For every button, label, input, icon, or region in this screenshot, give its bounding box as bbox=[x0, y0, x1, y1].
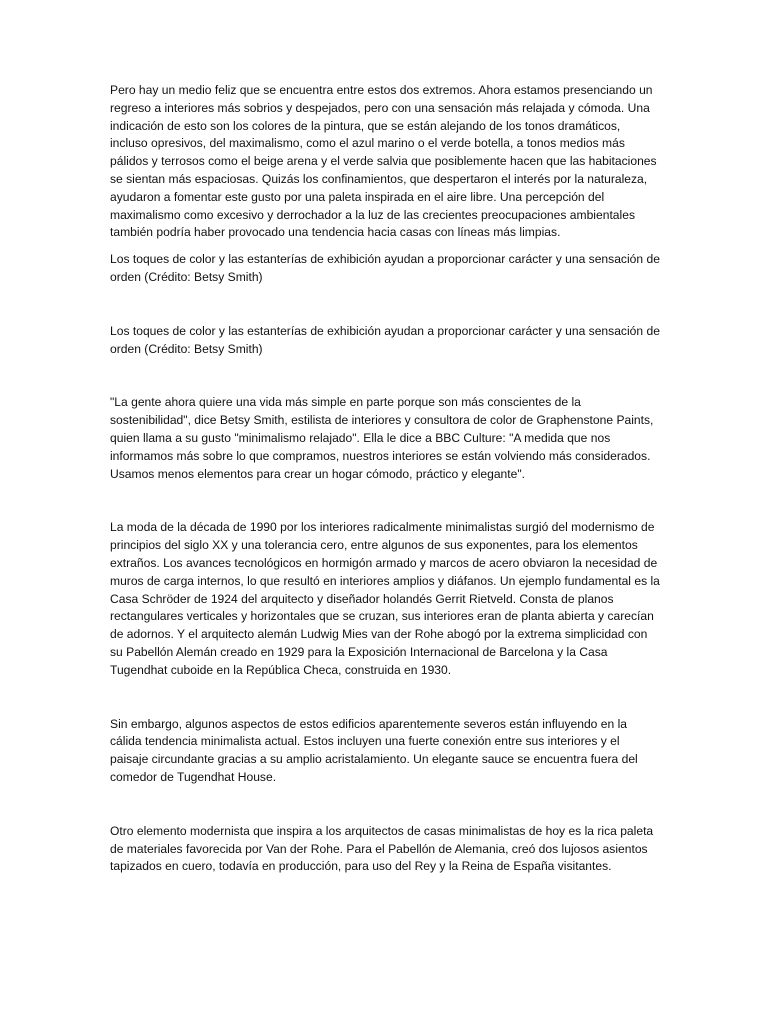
body-paragraph: La moda de la década de 1990 por los interiores radicalmente minimalistas surgió del modernismo de principios del siglo XX y una tolerancia cero, entre algunos de sus exponentes, para los elementos extraños. Los avances tecnológicos en hormigón armado y marcos de acero obviaron la necesidad de muros de carga internos, lo que resultó en interiores amplios y diáfanos. Un ejemplo fundamental es la Casa Schröder de 1924 del arquitecto y diseñador holandés Gerrit Rietveld. Consta de planos rectangulares verticales y horizontales que se cruzan, sus interiores eran de planta abierta y carecían de adornos. Y el arquitecto alemán Ludwig Mies van der Rohe abogó por la extrema simplicidad con su Pabellón Alemán creado en 1929 para la Exposición Internacional de Barcelona y la Casa Tugendhat cuboide en la República Checa, construida en 1930. bbox=[110, 520, 660, 677]
body-paragraph: Pero hay un medio feliz que se encuentra entre estos dos extremos. Ahora estamos presenciando un regreso a interiores más sobrios y despejados, pero con una sensación más relajada y cómoda. Una indicación de esto son los colores de la pintura, que se están alejando de los tonos dramáticos, incluso opresivos, del maximalismo, como el azul marino o el verde botella, a tonos medios más pálidos y terrosos como el beige arena y el verde salvia que posiblemente hacen que las habitaciones se sientan más espaciosas. Quizás los confinamientos, que despertaron el interés por la naturaleza, ayudaron a fomentar este gusto por una paleta inspirada en el aire libre. Una percepción del maximalismo como excesivo y derrochador a la luz de las crecientes preocupaciones ambientales también podría haber provocado una tendencia hacia casas con líneas más limpias. bbox=[110, 83, 657, 240]
document-body bbox=[110, 82, 660, 876]
body-paragraph: Sin embargo, algunos aspectos de estos edificios aparentemente severos están influyendo en la cálida tendencia minimalista actual. Estos incluyen una fuerte conexión entre sus interiores y el paisaje circundante gracias a su amplio acristalamiento. Un elegante sauce se encuentra fuera del comedor de Tugendhat House. bbox=[110, 716, 638, 784]
body-paragraph: "La gente ahora quiere una vida más simple en parte porque son más conscientes de la sostenibilidad", dice Betsy Smith, estilista de interiores y consultora de color de Graphenstone Paints, quien llama a su gusto "minimalismo relajado". Ella le dice a BBC Culture: "A medida que nos informamos más sobre lo que compramos, nuestros interiores se están volviendo más considerados. Usamos menos elementos para crear un hogar cómodo, práctico y elegante". bbox=[110, 395, 654, 481]
image-caption: Los toques de color y las estanterías de exhibición ayudan a proporcionar carácter y una sensación de orden (Crédito: Betsy Smith) bbox=[110, 323, 660, 356]
image-caption: Los toques de color y las estanterías de exhibición ayudan a proporcionar carácter y una sensación de orden (Crédito: Betsy Smith) bbox=[110, 252, 660, 284]
body-paragraph: Otro elemento modernista que inspira a los arquitectos de casas minimalistas de hoy es la rica paleta de materiales favorecida por Van der Rohe. Para el Pabellón de Alemania, creó dos lujosos asientos tapizados en cuero, todavía en producción, para uso del Rey y la Reina de España visitantes. bbox=[110, 823, 654, 874]
